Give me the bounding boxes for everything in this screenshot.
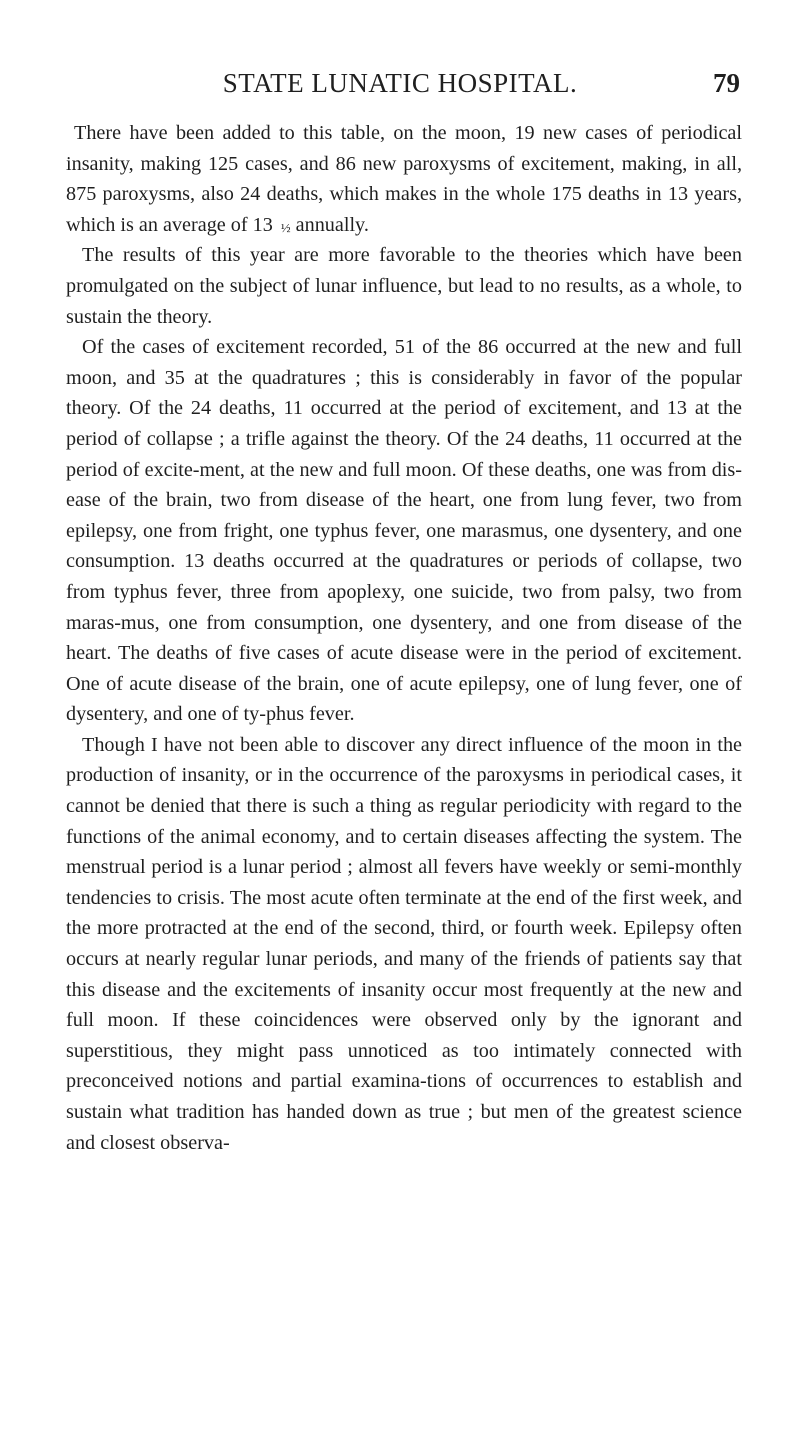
paragraph-3: Of the cases of excitement recorded, 51 of the 86 occurred at the new and full moon, and 35 at the quadratures ; this is considerably in favor of the popular theory. Of the 24 deaths, 11 occurred at the period of excitement, and 13 at the period of collapse ; a trifle against the theory. Of the 24 deaths, 11 occurred at the period of excite-ment, at the new and full moon. Of these deaths, one was from dis-ease of the brain, two from disease of the heart, one from lung fever, two from epilepsy, one from fright, one typhus fever, one marasmus, one dysentery, and one consumption. 13 deaths occurred at the quadratures or periods of collapse, two from typhus fever, three from apoplexy, one suicide, two from palsy, two from maras-mus, one from consumption, one dysentery, and one from disease of the heart. The deaths of five cases of acute disease were in the period of excitement. One of acute disease of the brain, one of acute epilepsy, one of lung fever, one of dysentery, and one of ty-phus fever. bbox=[66, 336, 742, 726]
running-title: STATE LUNATIC HOSPITAL. bbox=[222, 68, 578, 98]
paragraph-1 bbox=[66, 118, 742, 240]
paragraph-4: Though I have not been able to discover any direct influence of the moon in the production of insanity, or in the occurrence of the paroxysms in periodical cases, it cannot be denied that there is such a thing as regular periodicity with regard to the functions of the animal economy, and to certain diseases affecting the system. The menstrual period is a lunar period ; almost all fevers have weekly or semi-monthly tendencies to crisis. The most acute often terminate at the end of the first week, and the more protracted at the end of the second, third, or fourth week. Epilepsy often occurs at nearly regular lunar periods, and many of the friends of patients say that this disease and the excitements of insanity occur most frequently at the new and full moon. If these coincidences were observed only by the ignorant and superstitious, they might pass unnoticed as too intimately connected with preconceived notions and partial examina-tions of occurrences to establish and sustain what tradition has handed down as true ; but men of the greatest science and closest observa- bbox=[66, 733, 742, 1154]
page-number: 79 bbox=[713, 68, 740, 98]
paragraph-1-text-start: There have been added to this table, on the moon, 19 new cases of periodical insanity, making 125 cases, and 86 new paroxysms of excitement, making, in all, 875 paroxysms, also 24 deaths, which makes in the whole 175 deaths in 13 years, which is an average of 13 bbox=[66, 122, 742, 236]
running-head bbox=[60, 63, 740, 103]
paragraph-2: The results of this year are more favorable to the theories which have been promulgated on the subject of lunar influence, but lead to no results, as a whole, to sustain the theory. bbox=[66, 244, 742, 328]
fraction-half: ½ bbox=[280, 219, 291, 235]
paragraph-1-text-end: annually. bbox=[290, 213, 369, 236]
body-text bbox=[66, 118, 742, 1158]
